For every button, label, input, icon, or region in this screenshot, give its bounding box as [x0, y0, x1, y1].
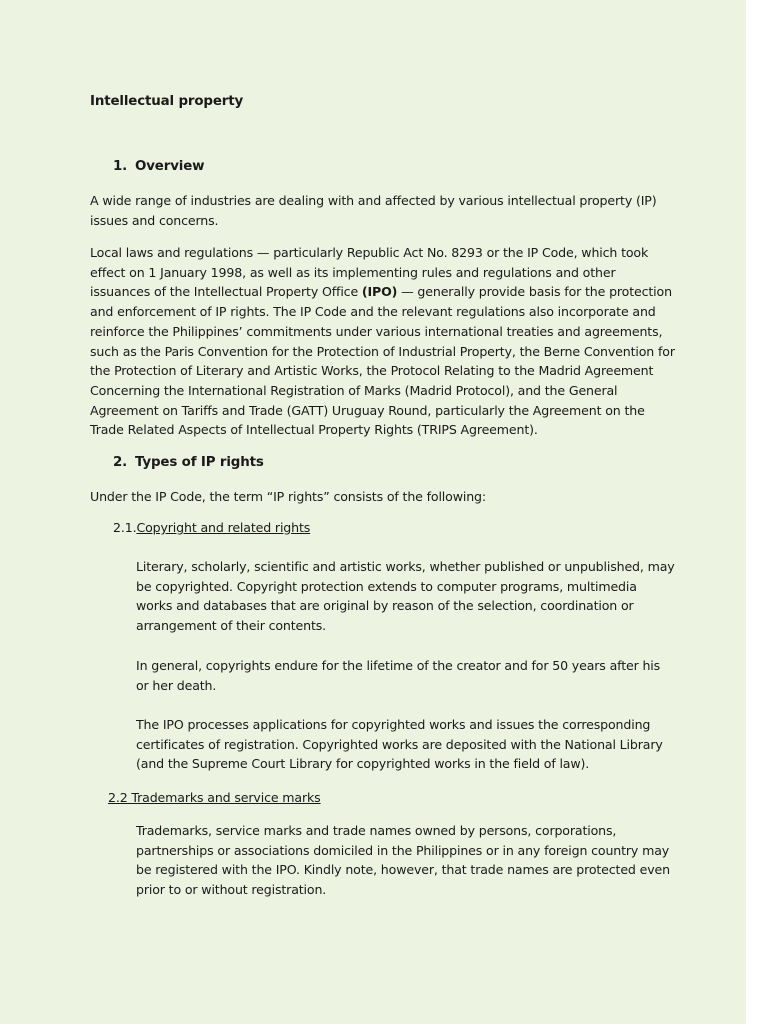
section-1-title: Overview [135, 159, 205, 174]
subsection-2-1-number: 2.1. [113, 520, 137, 535]
section-2-title: Types of IP rights [135, 455, 264, 470]
subsection-2-1-title: Copyright and related rights [136, 520, 311, 535]
copyright-paragraph-2: In general, copyrights endure for the lifetime of the creator and for 50 years after his or her death. [136, 658, 661, 693]
overview-paragraph-2 [90, 243, 675, 440]
document-title: Intellectual property [90, 94, 244, 109]
section-2-heading [113, 453, 264, 473]
copyright-paragraph-1: Literary, scholarly, scientific and artistic works, whether published or unpublished, may be copyrighted. Copyright protection extends to computer programs, multimedia works and databases that are original by reason of the selection, coordination or arrangement of their contents. [136, 559, 675, 634]
subsection-2-2-heading: 2.2 Trademarks and service marks [108, 790, 321, 805]
ipo-abbreviation: (IPO) [361, 284, 398, 300]
copyright-paragraph-3: The IPO processes applications for copyrighted works and issues the corresponding certificates of registration. Copyrighted works are deposited with the National Library (and the Supreme Court Library for copyrighted works in the field of law). [136, 717, 663, 772]
types-intro: Under the IP Code, the term “IP rights” consists of the following: [90, 489, 486, 504]
trademarks-paragraph-1: Trademarks, service marks and trade names owned by persons, corporations, partnerships or associations domiciled in the Philippines or in any foreign country may be registered with the IPO. Kindly note, however, that trade names are protected even prior to or without registration. [136, 823, 670, 898]
section-2-number: 2. [113, 455, 128, 470]
section-1-heading [113, 157, 204, 177]
section-1-number: 1. [113, 159, 128, 174]
overview-p2-end: — generally provide basis for the protection and enforcement of IP rights. The IP Code and the relevant regulations also incorporate and reinforce the Philippines’ commitments under various international treaties and agreements, such as the Paris Convention for the Protection of Industrial Property, the Berne Convention for the Protection of Literary and Artistic Works, the Protocol Relating to the Madrid Agreement Concerning the International Registration of Marks (Madrid Protocol), and the General Agreement on Tariffs and Trade (GATT) Uruguay Round, particularly the Agreement on the Trade Related Aspects of Intellectual Property Rights (TRIPS Agreement). [90, 284, 675, 438]
overview-p2-start: Local laws and regulations — particularly Republic Act No. 8293 or the IP Code, which took effect on 1 January 1998, as well as its implementing rules and regulations and other issuances of the Intellectual Property Office [90, 245, 649, 300]
subsection-2-1-heading [113, 518, 310, 538]
page-margin-strip [746, 0, 768, 1024]
overview-paragraph-1: A wide range of industries are dealing with and affected by various intellectual property (IP) issues and concerns. [90, 193, 657, 228]
